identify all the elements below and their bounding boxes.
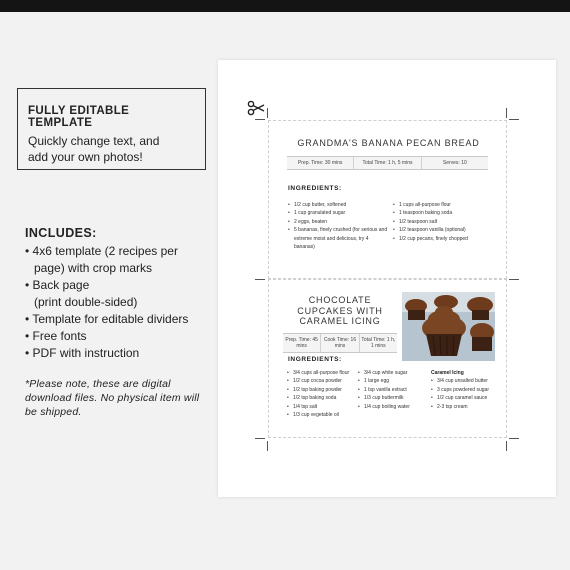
ingredient-item: • 1/4 cup boiling water (358, 403, 426, 411)
crop-mark (509, 279, 519, 280)
includes-item: page) with crop marks (34, 261, 153, 275)
crop-mark (255, 438, 265, 439)
ingredient-item: • 1 large egg (358, 377, 426, 385)
crop-mark (255, 119, 265, 120)
crop-mark (506, 108, 507, 118)
total-time: Total Time: 1 h, 1 mins (361, 336, 396, 349)
ingredient-item: • 1/2 cup butter, softened (288, 201, 388, 209)
ingredient-item: • 1/4 tsp salt (287, 403, 355, 411)
ingredient-item: • 3 cups powdered sugar (431, 386, 503, 394)
ingredient-item: • 1/2 teaspoon vanilla (optional) (393, 226, 493, 234)
ingredient-item: • 1/2 cup cocoa powder (287, 377, 355, 385)
ingredients-column (431, 369, 503, 411)
ingredients-label: INGREDIENTS: (288, 185, 342, 192)
top-bar (0, 0, 570, 12)
feature-box (17, 88, 206, 170)
recipe-title-line: CHOCOLATE (308, 295, 372, 305)
crop-mark (506, 441, 507, 451)
ingredient-subheading: Caramel Icing (431, 370, 464, 376)
crop-mark (509, 119, 519, 120)
includes-list (25, 226, 215, 362)
cupcake-photo (402, 292, 495, 361)
ingredient-item: • 2-3 tsp cream (431, 403, 503, 411)
crop-mark (509, 438, 519, 439)
ingredient-item: • 1/3 cup buttermilk (358, 394, 426, 402)
recipe-card-banana-bread (268, 120, 507, 279)
disclaimer-note: *Please note, these are digital download files. No physical item will be shipped. (25, 378, 200, 418)
crop-mark (255, 279, 265, 280)
ingredient-item: • 1 tsp vanilla extract (358, 386, 426, 394)
serves: Serves: 10 (442, 159, 467, 166)
prep-time: Prep. Time: 45 mins (283, 334, 321, 352)
includes-title: INCLUDES: (25, 226, 97, 240)
ingredients-column (358, 369, 426, 411)
includes-item: • 4x6 template (2 recipes per (25, 244, 178, 258)
ingredient-item: • 3/4 cup white sugar (358, 369, 426, 377)
prep-time: Prep. Time: 30 mins (287, 157, 354, 169)
includes-item: • Back page (25, 278, 90, 292)
feature-title: FULLY EDITABLE TEMPLATE (28, 105, 130, 129)
ingredient-item: • 5 bananas, finely crushed (for serious and extreme moist and delicious, try 4 bananas) (288, 226, 388, 251)
ingredient-item: • 3/4 cups all-purpose flour (287, 369, 355, 377)
cook-time: Cook Time: 16 mins (321, 334, 359, 352)
ingredient-item: • 3/4 cup unsalted butter (431, 377, 503, 385)
crop-mark (267, 108, 268, 118)
recipe-title-line: CUPCAKES WITH (297, 305, 383, 316)
includes-item: • PDF with instruction (25, 346, 140, 360)
scissors-icon (247, 100, 265, 116)
includes-item: (print double-sided) (34, 295, 138, 309)
recipe-time-row (283, 333, 397, 353)
feature-line: add your own photos! (28, 150, 143, 164)
ingredient-item: • 1/2 cup pecans, finely chopped (393, 235, 493, 243)
ingredient-item: • 2 eggs, beaten (288, 218, 388, 226)
recipe-time-row (287, 156, 488, 170)
ingredients-label: INGREDIENTS: (288, 356, 342, 363)
ingredient-item: • 1/2 cup caramel sauce (431, 394, 503, 402)
recipe-title (277, 295, 403, 327)
recipe-title-line: CARAMEL ICING (299, 316, 381, 326)
recipe-card-cupcakes (268, 279, 507, 438)
ingredient-item: • 1 cup granulated sugar (288, 209, 388, 217)
ingredient-item: • 1 cups all-purpose flour (393, 201, 493, 209)
ingredient-item: • 1/3 cup vegetable oil (287, 411, 355, 419)
includes-item: • Free fonts (25, 329, 87, 343)
ingredient-item: • 1/2 tsp baking soda (287, 394, 355, 402)
recipe-title: GRANDMA'S BANANA PECAN BREAD (297, 138, 480, 148)
ingredient-item: • 1/2 teaspoon salt (393, 218, 493, 226)
feature-line: Quickly change text, and (28, 134, 160, 148)
ingredients-column (287, 369, 355, 419)
crop-mark (267, 441, 268, 451)
total-time: Total Time: 1 h, 5 mins (354, 157, 421, 169)
ingredients-column (288, 201, 388, 251)
ingredient-item: • 1 teaspoon baking soda (393, 209, 493, 217)
includes-item: • Template for editable dividers (25, 312, 189, 326)
ingredient-item: • 1/2 tsp baking powder (287, 386, 355, 394)
ingredients-column (393, 201, 493, 243)
